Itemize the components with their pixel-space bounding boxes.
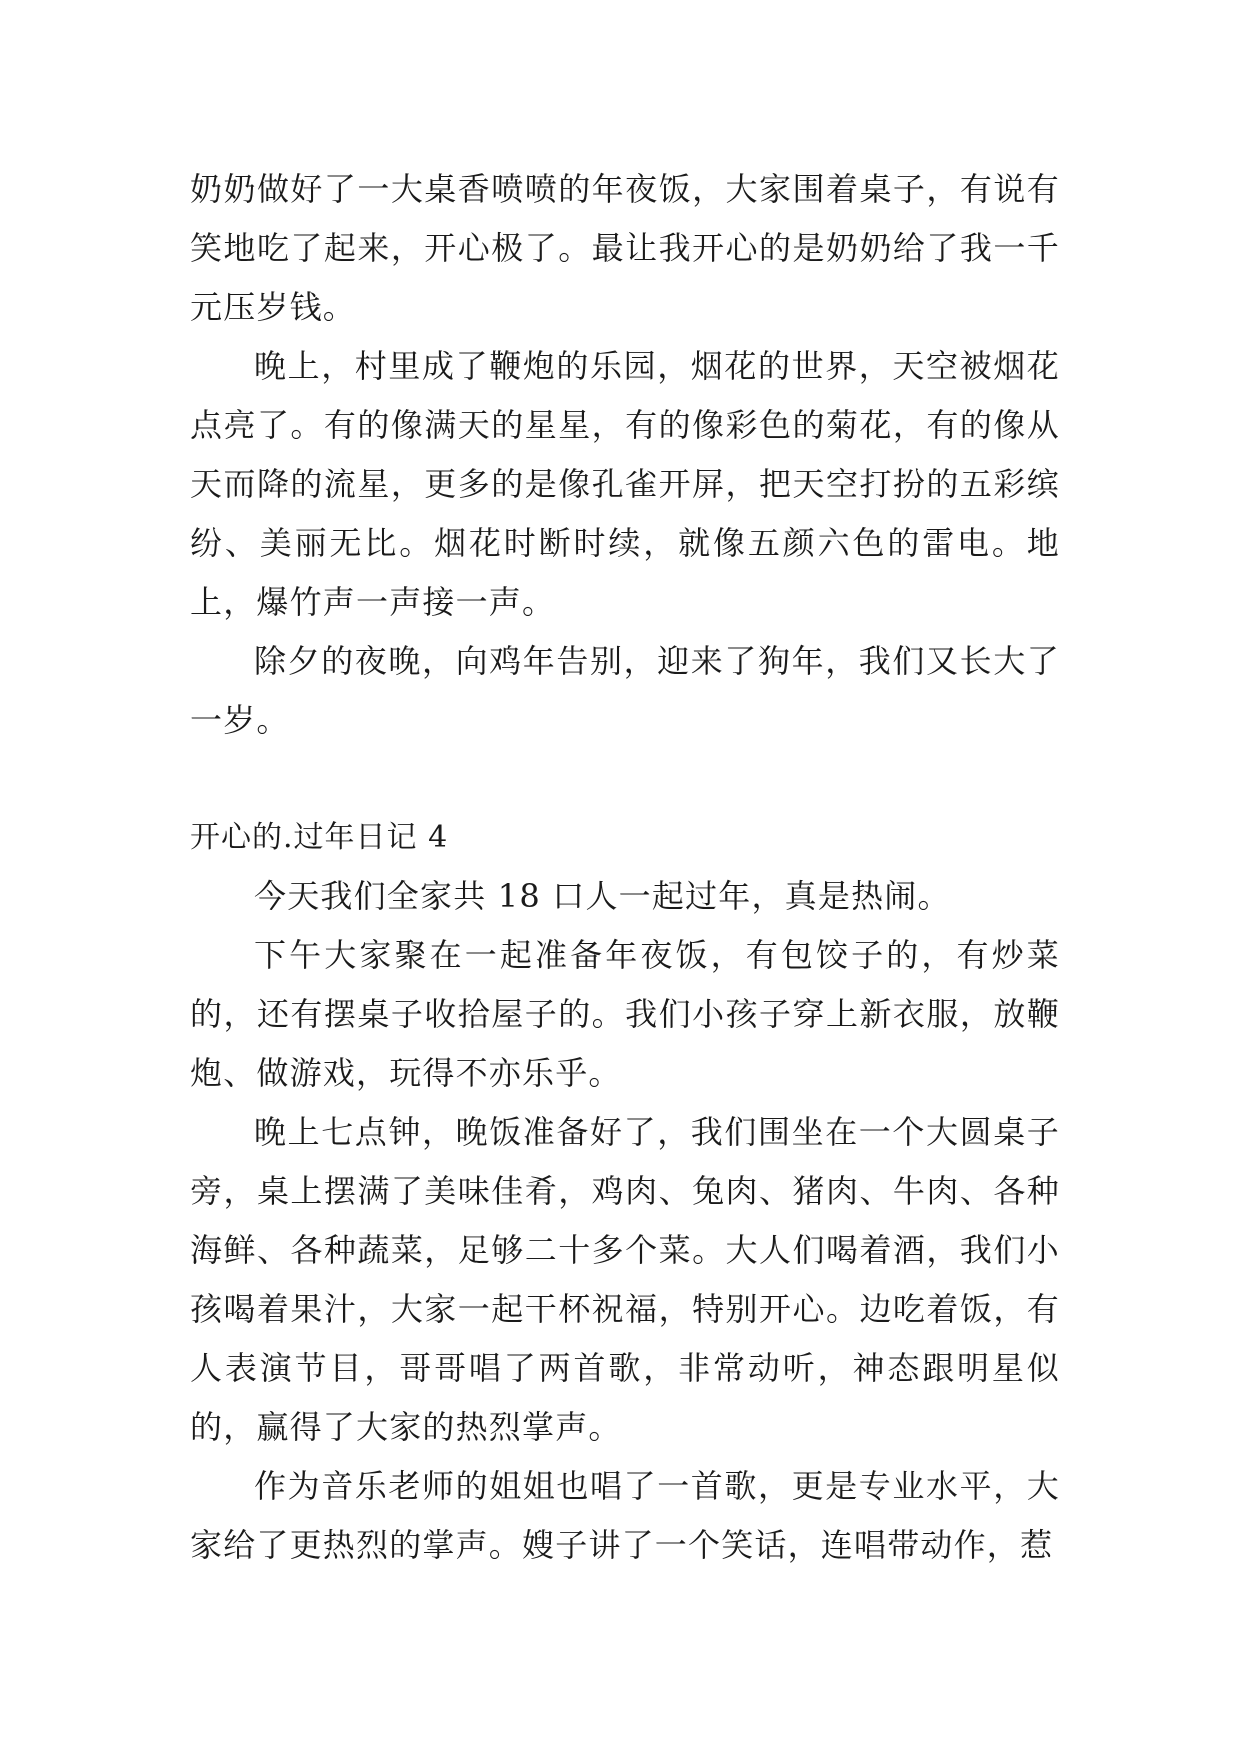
paragraph-family-gathering: 今天我们全家共 18 口人一起过年，真是热闹。: [254, 877, 951, 915]
paragraph-fireworks: 晚上，村里成了鞭炮的乐园，烟花的世界，天空被烟花点亮了。有的像满天的星星，有的像彩色的菊花，有的像从天而降的流星，更多的是像孔雀开屏，把天空打扮的五彩缤纷、美丽无比。烟花时断时续，就像五颜六色的雷电。地上，爆竹声一声接一声。: [190, 347, 1060, 621]
section-title: 开心的.过年日记 4: [190, 820, 449, 855]
document-page: [190, 160, 1060, 1575]
section-gap: [190, 750, 1060, 808]
paragraph-dinner: 晚上七点钟，晚饭准备好了，我们围坐在一个大圆桌子旁，桌上摆满了美味佳肴，鸡肉、兔肉、猪肉、牛肉、各种海鲜、各种蔬菜，足够二十多个菜。大人们喝着酒，我们小孩喝着果汁，大家一起干杯祝福，特别开心。边吃着饭，有人表演节目，哥哥唱了两首歌，非常动听，神态跟明星似的，赢得了大家的热烈掌声。: [190, 1113, 1060, 1446]
paragraph-afternoon: 下午大家聚在一起准备年夜饭，有包饺子的，有炒菜的，还有摆桌子收拾屋子的。我们小孩子穿上新衣服，放鞭炮、做游戏，玩得不亦乐乎。: [190, 936, 1060, 1092]
paragraph-performance: 作为音乐老师的姐姐也唱了一首歌，更是专业水平，大家给了更热烈的掌声。嫂子讲了一个笑话，连唱带动作，惹: [190, 1467, 1060, 1564]
paragraph-continuation: 奶奶做好了一大桌香喷喷的年夜饭，大家围着桌子，有说有笑地吃了起来，开心极了。最让我开心的是奶奶给了我一千元压岁钱。: [190, 170, 1060, 326]
paragraph-new-year-eve: 除夕的夜晚，向鸡年告别，迎来了狗年，我们又长大了一岁。: [190, 642, 1060, 739]
